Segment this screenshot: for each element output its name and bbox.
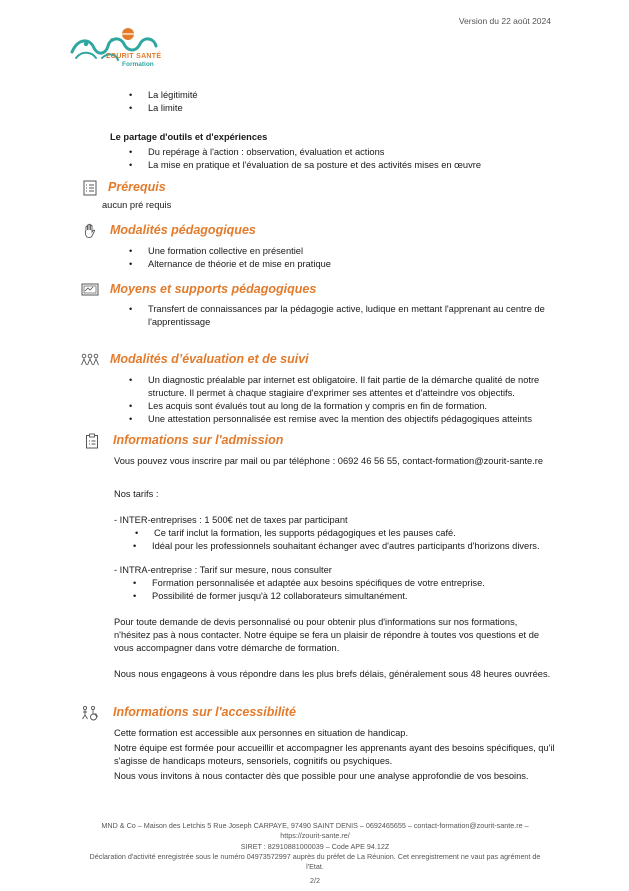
list-item-continuation: l'apprentissage [148, 317, 211, 327]
prerequis-text: aucun pré requis [102, 200, 172, 210]
list-item: • La limite [148, 102, 183, 115]
subheading-partage: Le partage d'outils et d'expériences [110, 132, 268, 142]
admission-inscription: Vous pouvez vous inscrire par mail ou par téléphone : 0692 46 56 55, contact-formation@zourit-sante.re [114, 456, 544, 466]
list-item: • Les acquis sont évalués tout au long de la formation y compris en fin de formation. [148, 400, 487, 413]
section-title-modalites: Modalités pédagogiques [110, 223, 256, 237]
inter-title: - INTER-entreprises : 1 500€ net de taxes par participant [114, 515, 348, 525]
footer-declaration: Déclaration d'activité enregistrée sous le numéro 04973572997 auprès du préfet de La Réunion. Cet enregistrement ne vaut pas agrément de [89, 852, 541, 861]
list-item: • Un diagnostic préalable par internet est obligatoire. Il fait partie de la démarche qualité de notre [148, 374, 539, 387]
section-title-accessibilite: Informations sur l'accessibilité [113, 705, 296, 719]
hand-icon [82, 223, 98, 239]
list-item-continuation: structure. Il permet à chaque stagiaire d'exprimer ses attentes et d'atteindre vos objectifs. [148, 388, 515, 398]
list-item: • La mise en pratique et l'évaluation de sa posture et des activités mises en œuvre [148, 159, 481, 172]
accessibilite-text: Notre équipe est formée pour accueillir et accompagner les apprenants ayant des besoins spécifiques, qu'il [114, 743, 555, 753]
list-item: • Ce tarif inclut la formation, les supports pédagogiques et les pauses café. [154, 527, 456, 540]
accessibilite-text: Nous vous invitons à nous contacter dès que possible pour une analyse approfondie de vos besoins. [114, 771, 529, 781]
devis-line: Pour toute demande de devis personnalisé ou pour obtenir plus d'informations sur nos formations, [114, 617, 518, 627]
devis-line: n'hésitez pas à nous contacter. Notre équipe se fera un plaisir de répondre à toutes vos questions et de [114, 630, 540, 640]
list-item: • Idéal pour les professionnels souhaitant échanger avec d'autres participants d'horizons divers. [152, 540, 540, 553]
section-title-prerequis: Prérequis [108, 180, 166, 194]
list-item: • Une formation collective en présentiel [148, 245, 303, 258]
people-group-icon [80, 352, 100, 368]
engagement-text: Nous nous engageons à vous répondre dans les plus brefs délais, généralement sous 48 heures ouvrées. [114, 669, 551, 679]
list-item: • Alternance de théorie et de mise en pratique [148, 258, 331, 271]
footer-website: https://zourit-sante.re/ [280, 831, 350, 840]
devis-line: vous accompagner dans votre démarche de formation. [114, 643, 340, 653]
logo-subtext: Formation [122, 61, 154, 68]
page-number: 2/2 [310, 876, 320, 885]
accessibilite-text: Cette formation est accessible aux personnes en situation de handicap. [114, 728, 409, 738]
list-item: • Possibilité de former jusqu'à 12 collaborateurs simultanément. [152, 590, 408, 603]
list-item: • Du repérage à l'action : observation, évaluation et actions [148, 146, 384, 159]
accessibility-icon [81, 705, 101, 721]
presentation-board-icon [81, 282, 99, 298]
footer-declaration-end: l'Etat. [306, 862, 324, 871]
version-date: Version du 22 août 2024 [458, 16, 551, 26]
accessibilite-text: s'agisse de handicaps moteurs, sensoriels, cognitifs ou psychiques. [114, 756, 393, 766]
tarifs-label: Nos tarifs : [114, 489, 159, 499]
footer-siret: SIRET : 82910881000039 – Code APE 94.12Z [240, 842, 390, 851]
list-item: • Transfert de connaissances par la pédagogie active, ludique en mettant l'apprenant au centre de [148, 303, 545, 316]
section-title-moyens: Moyens et supports pédagogiques [110, 282, 317, 296]
list-item: • La légitimité [148, 89, 198, 102]
checklist-icon [82, 180, 98, 196]
footer-address: MND & Co – Maison des Letchis 5 Rue Joseph CARPAYE, 97490 SAINT DENIS – 0692465655 – contact-formation@zourit-sante.re – [101, 821, 529, 830]
list-item: • Une attestation personnalisée est remise avec la mention des objectifs pédagogiques atteints [148, 413, 532, 426]
clipboard-icon [84, 433, 100, 449]
list-item: • Formation personnalisée et adaptée aux besoins spécifiques de votre entreprise. [152, 577, 485, 590]
intra-title: - INTRA-entreprise : Tarif sur mesure, nous consulter [114, 565, 332, 575]
section-title-admission: Informations sur l'admission [113, 433, 284, 447]
logo-text: ZOURIT SANTÉ [106, 53, 162, 60]
section-title-evaluation: Modalités d’évaluation et de suivi [110, 352, 309, 366]
